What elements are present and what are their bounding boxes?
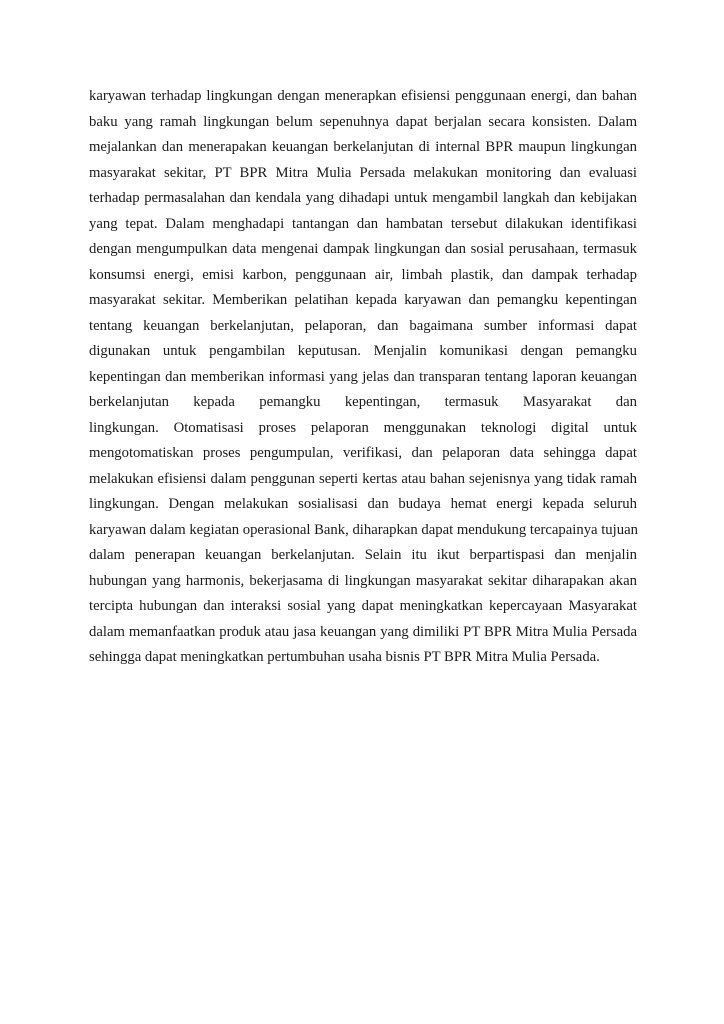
paragraph-line: karyawan dalam kegiatan operasional Bank, diharapkan dapat mendukung tercapainya tujuan bbox=[89, 521, 638, 538]
paragraph-line: dengan mengumpulkan data mengenai dampak lingkungan dan sosial perusahaan, termasuk bbox=[89, 241, 637, 257]
paragraph-line: tentang keuangan berkelanjutan, pelaporan, dan bagaimana sumber informasi dapat bbox=[89, 317, 637, 334]
body-paragraph bbox=[89, 84, 637, 671]
paragraph-line: konsumsi energi, emisi karbon, penggunaan air, limbah plastik, dan dampak terhadap bbox=[89, 266, 637, 283]
paragraph-line: lingkungan. Dengan melakukan sosialisasi dan budaya hemat energi kepada seluruh bbox=[89, 496, 637, 512]
paragraph-line: hubungan yang harmonis, bekerjasama di lingkungan masyarakat sekitar diharapakan akan bbox=[89, 572, 637, 589]
paragraph-line: digunakan untuk pengambilan keputusan. Menjalin komunikasi dengan pemangku bbox=[89, 343, 637, 359]
paragraph-line: mejalankan dan menerapakan keuangan berkelanjutan di internal BPR maupun lingkungan bbox=[89, 139, 637, 155]
paragraph-line: masyarakat sekitar. Memberikan pelatihan kepada karyawan dan pemangku kepentingan bbox=[89, 292, 637, 308]
paragraph-line: karyawan terhadap lingkungan dengan menerapkan efisiensi penggunaan energi, dan bahan bbox=[89, 88, 637, 104]
paragraph-line: melakukan efisiensi dalam penggunan seperti kertas atau bahan sejenisnya yang tidak ramah bbox=[89, 470, 637, 487]
paragraph-line: dalam memanfaatkan produk atau jasa keuangan yang dimiliki PT BPR Mitra Mulia Persada bbox=[89, 623, 637, 640]
paragraph-line: tercipta hubungan dan interaksi sosial yang dapat meningkatkan kepercayaan Masyarakat bbox=[89, 598, 637, 614]
paragraph-line: kepentingan dan memberikan informasi yang jelas dan transparan tentang laporan keuangan bbox=[89, 368, 637, 385]
paragraph-line: yang tepat. Dalam menghadapi tantangan dan hambatan tersebut dilakukan identifikasi bbox=[89, 215, 637, 232]
paragraph-line: terhadap permasalahan dan kendala yang dihadapi untuk mengambil langkah dan kebijakan bbox=[89, 190, 637, 206]
paragraph-line: dalam penerapan keuangan berkelanjutan. Selain itu ikut berpartispasi dan menjalin bbox=[89, 547, 637, 563]
paragraph-last-line: sehingga dapat meningkatkan pertumbuhan usaha bisnis PT BPR Mitra Mulia Persada. bbox=[89, 649, 600, 665]
paragraph-line: lingkungan. Otomatisasi proses pelaporan menggunakan teknologi digital untuk bbox=[89, 419, 637, 436]
paragraph-line: masyarakat sekitar, PT BPR Mitra Mulia Persada melakukan monitoring dan evaluasi bbox=[89, 164, 637, 181]
paragraph-line: mengotomatiskan proses pengumpulan, verifikasi, dan pelaporan data sehingga dapat bbox=[89, 445, 637, 461]
paragraph-line: baku yang ramah lingkungan belum sepenuhnya dapat berjalan secara konsisten. Dalam bbox=[89, 113, 637, 130]
paragraph-line: berkelanjutan kepada pemangku kepentingan, termasuk Masyarakat dan bbox=[89, 394, 637, 410]
